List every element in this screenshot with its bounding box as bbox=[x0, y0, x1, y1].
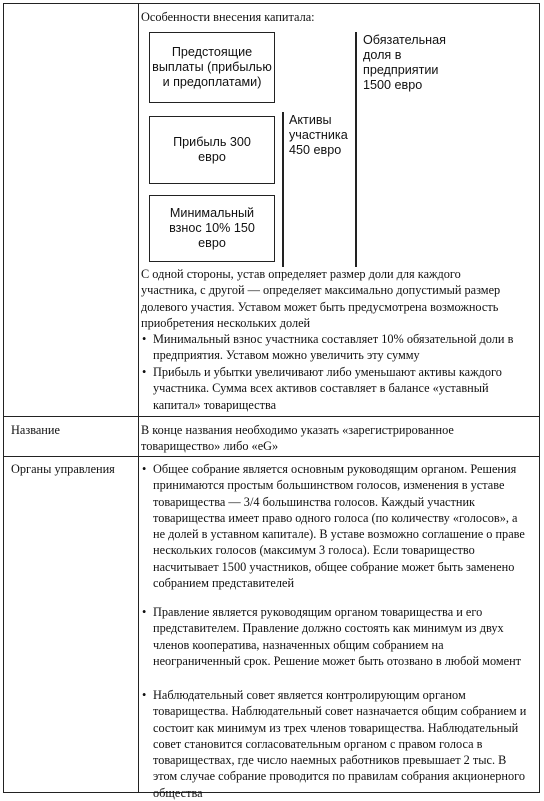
row-label-name: Название bbox=[11, 423, 60, 437]
list-item-text: Общее собрание является основным руководящим органом. Решения принимаются простым большинством голосов, изменения в уставе товарищества — 3/4 большинства голосов. Каждый участник товарищества имеет право одного голоса (по количеству «голосов», а не долей в уставном капитале). В уставе возможно соглашение о праве нескольких голосов (максимум 3 голоса). Если товарищество насчитывает 1500 участников, общее собрание может быть заменено собранием представителей bbox=[153, 462, 525, 591]
capital-section bbox=[141, 9, 536, 25]
capital-paragraph: С одной стороны, устав определяет размер доли для каждого участника, с другой — определяет максимально допустимый размер долевого участия. Уставом может быть предусмотрена возможность приобретения нескольких долей bbox=[141, 267, 501, 330]
name-text: В конце названия необходимо указать «зарегистрированное товарищество» либо «eG» bbox=[141, 423, 454, 454]
list-item-text: Прибыль и убытки увеличивают либо уменьшают активы каждого участника. Сумма всех активов составляет в балансе «уставный капитал» товарищества bbox=[153, 365, 502, 412]
box-upcoming-payments bbox=[149, 32, 275, 103]
box-minimal-contribution bbox=[149, 195, 275, 262]
row-divider bbox=[4, 416, 539, 417]
box-profit bbox=[149, 116, 275, 184]
list-item-text: Наблюдательный совет является контролирующим органом товарищества. Наблюдательный совет назначается общим собранием и состоит как минимум из трех членов товарищества. Наблюдательный совет становится согласовательным органом с правом голоса в товариществах, где число наемных работников превышает 2 тыс. В этом случае собрание проводится по правилам собрания акционерного общества bbox=[153, 688, 527, 800]
list-item bbox=[138, 364, 538, 416]
bullet-mark: • bbox=[142, 688, 147, 702]
bullet-mark: • bbox=[142, 365, 147, 379]
bullet-mark: • bbox=[142, 462, 147, 476]
share-bracket bbox=[355, 32, 357, 267]
list-item-text: Правление является руководящим органом товарищества и его представителем. Правление должно состоять как минимум из двух членов кооператива, назначенных общим собранием на неограниченный срок. Решение может быть отозвано в любой момент bbox=[153, 605, 522, 668]
box-minimal-text: Минимальный взнос 10% 150 евро bbox=[169, 206, 255, 250]
list-item-text: Минимальный взнос участника составляет 10% обязательной доли в предприятия. Уставом можно увеличить эту сумму bbox=[153, 332, 514, 363]
list-item bbox=[138, 604, 538, 684]
bullet-mark: • bbox=[142, 605, 147, 619]
capital-heading: Особенности внесения капитала: bbox=[141, 10, 315, 24]
box-profit-text: Прибыль 300 евро bbox=[173, 135, 251, 164]
share-label: Обязательная доля в предприятии 1500 евро bbox=[363, 33, 446, 92]
box-upcoming-text: Предстоящие выплаты (прибылью и предоплатами) bbox=[152, 45, 272, 89]
list-item bbox=[138, 461, 538, 601]
assets-label: Активы участника 450 евро bbox=[289, 113, 348, 157]
table bbox=[3, 3, 540, 800]
row-label-governance: Органы управления bbox=[11, 462, 115, 476]
row-divider bbox=[4, 456, 539, 457]
assets-bracket bbox=[282, 112, 284, 267]
bullet-mark: • bbox=[142, 332, 147, 346]
list-item bbox=[138, 687, 538, 800]
